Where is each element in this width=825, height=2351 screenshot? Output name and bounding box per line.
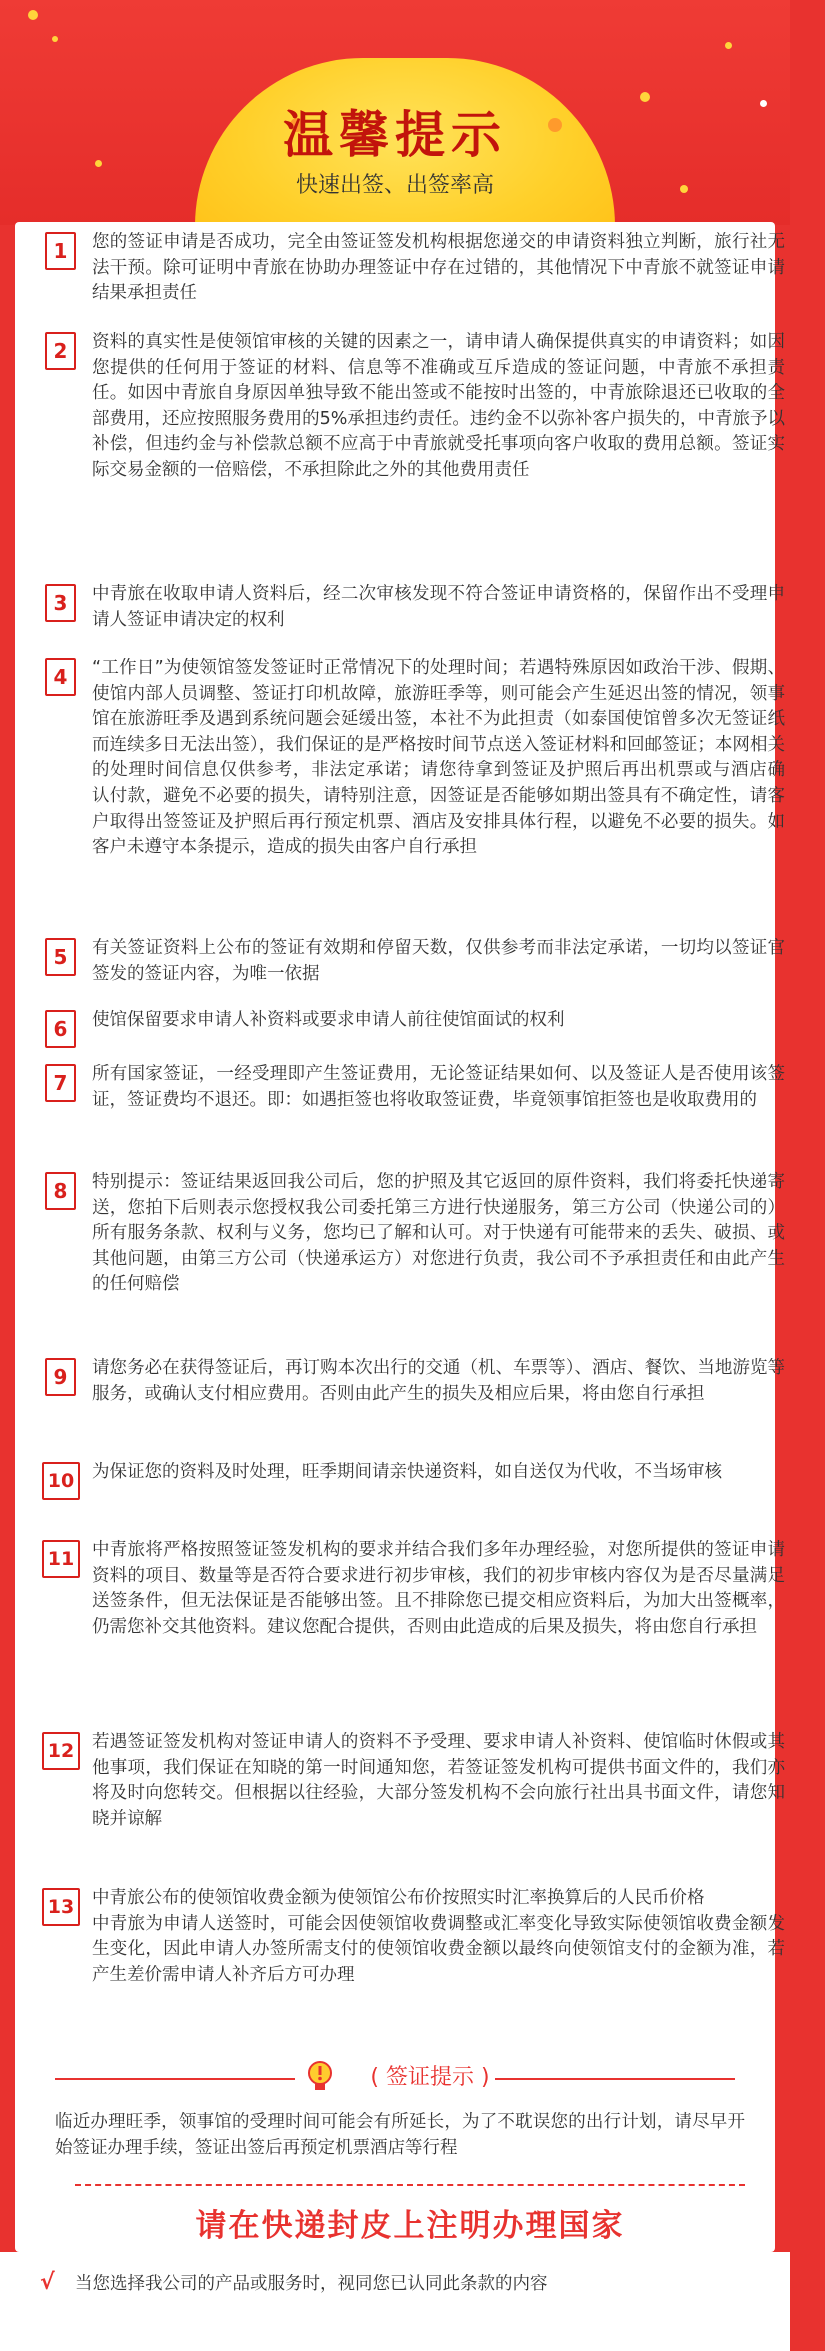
item-number-badge: 11 [42,1540,80,1578]
item-text: 有关签证资料上公布的签证有效期和停留天数，仅供参考而非法定承诺，一切均以签证官签发的签证内容，为唯一依据 [92,938,785,984]
notice-item-10 [37,1460,777,1520]
notice-item-9 [37,1356,785,1441]
hero-banner [0,0,790,225]
check-icon: √ [40,2270,55,2295]
item-text: 中青旅将严格按照签证签发机构的要求并结合我们多年办理经验，对您所提供的签证申请资料的项目、数量等是否符合要求进行初步审核，我们的初步审核内容仅为是否尽量满足送签条件，但无法保证是否能够出签。且不排除您已提交相应资料后，为加大出签概率，仍需您补交其他资料。建议您配合提供，否则由此造成的后果及损失，将由您自行承担 [92,1540,785,1637]
footer-area [0,2252,790,2351]
item-text: “工作日”为使领馆签发签证时正常情况下的处理时间；若遇特殊原因如政治干涉、假期、使馆内部人员调整、签证打印机故障，旅游旺季等，则可能会产生延迟出签的情况，领事馆在旅游旺季及遇到系统问题会延缓出签，本社不为此担责（如泰国使馆曾多次无签证纸而连续多日无法出签），我们保证的是严格按时间节点送入签证材料和回邮签证；本网相关的处理时间信息仅供参考，非法定承诺；请您待拿到签证及护照后再出机票或与酒店确 认付款，避免不必要的损失，请特别注意，因签证是否能够如期出签具有不确定性，请客户取得出签签证及护照后再行预定机票、酒店及安排具体行程，以避免不必要的损失。如客户未遵守本条提示，造成的损失由客户自行承担 [92,658,803,858]
item-number-badge: 10 [42,1462,80,1500]
item-text: 中青旅在收取申请人资料后，经二次审核发现不符合签证申请资格的，保留作出不受理申请人签证申请决定的权利 [92,584,785,630]
item-text: 所有国家签证，一经受理即产生签证费用，无论签证结果如何、以及签证人是否使用该签证，签证费均不退还。即：如遇拒签也将收取签证费，毕竟领事馆拒签也是收取费用的 [92,1064,785,1110]
item-text: 您的签证申请是否成功，完全由签证签发机构根据您递交的申请资料独立判断，旅行社无法干预。除可证明中青旅在协助办理签证中存在过错的，其他情况下中青旅不就签证申请结果承担责任 [92,232,785,304]
notice-item-1 [37,230,785,315]
item-number-badge: 13 [42,1888,80,1926]
decor-dot [52,36,58,42]
item-text: 使馆保留要求申请人补资料或要求申请人前往使馆面试的权利 [92,1010,565,1030]
item-number-badge: 7 [45,1064,76,1102]
item-text: 若遇签证签发机构对签证申请人的资料不予受理、要求申请人补资料、使馆临时休假或其他事项，我们保证在知晓的第一时间通知您，若签证签发机构可提供书面文件的，我们亦将及时向您转交。但根据以往经验，大部分签发机构不会向旅行社出具书面文件，请您知晓并谅解 [92,1732,785,1829]
page-title: 温馨提示 [283,106,507,164]
item-text: 中青旅公布的使领馆收费金额为使领馆公布价按照实时汇率换算后的人民币价格 中青旅为申请人送签时，可能会因使领馆收费调整或汇率变化导致实际使领馆收费金额发生变化，因此申请人办签所需支付的使领馆收费金额以最终向使领馆支付的金额为准，若产生差价需申请人补齐后方可办理 [92,1888,785,1985]
notice-item-12 [37,1730,785,1870]
notice-item-11 [37,1538,785,1708]
notice-item-6 [37,1008,777,1042]
item-number-badge: 4 [45,658,76,696]
notice-item-5 [37,936,785,996]
item-text: 为保证您的资料及时处理，旺季期间请亲快递资料，如自送仅为代收，不当场审核 [92,1462,722,1482]
item-number-badge: 5 [45,938,76,976]
item-text: 特别提示：签证结果返回我公司后，您的护照及其它返回的原件资料，我们将委托快递寄送，您拍下后则表示您授权我公司委托第三方进行快递服务，第三方公司（快递公司的）所有服务条款、权利与义务，您均已了解和认可。对于快递有可能带来的丢失、破损、或其他问题，由第三方公司（快递承运方）对您进行负责，我公司不予承担责任和由此产生的任何赔偿 [92,1172,785,1295]
decor-dot [28,10,38,20]
notice-item-13 [37,1886,785,2046]
shipping-notice-headline: 请在快递封皮上注明办理国家 [195,2208,625,2244]
dashed-divider [75,2184,745,2186]
page-subtitle: 快速出签、出签率高 [295,173,494,198]
notice-item-7 [37,1062,785,1122]
notice-item-2 [37,330,785,570]
item-number-badge: 2 [45,332,76,370]
visa-tip-text: 临近办理旺季，领事馆的受理时间可能会有所延长，为了不耽误您的出行计划，请尽早开始签证办理手续，签证出签后再预定机票酒店等行程 [55,2112,745,2158]
item-number-badge: 3 [45,584,76,622]
item-number-badge: 6 [45,1010,76,1048]
notice-item-3 [37,582,785,642]
item-text: 资料的真实性是使领馆审核的关键的因素之一，请申请人确保提供真实的申请资料；如因您提供的任何用于签证的材料、信息等不准确或互斥造成的签证问题，中青旅不承担责任。如因中青旅自身原因单独导致不能出签或不能按时出签的，中青旅除退还已收取的全部费用，还应按照服务费用的5%承担违约责任。违约金不以弥补客户损失的，中青旅予以补偿，但违约金与补偿款总额不应高于中青旅就受托事项向客户收取的费用总额。签证实际交易金额的一倍赔偿，不承担除此之外的其他费用责任 [92,332,785,480]
notice-item-4 [37,656,803,936]
item-number-badge: 9 [45,1358,76,1396]
item-number-badge: 12 [42,1732,80,1770]
notice-panel [15,222,803,2252]
item-text: 请您务必在获得签证后，再订购本次出行的交通（机、车票等）、酒店、餐饮、当地游览等服务，或确认支付相应费用。否则由此产生的损失及相应后果，将由您自行承担 [92,1358,785,1404]
agreement-text: 当您选择我公司的产品或服务时，视同您已认同此条款的内容 [75,2274,548,2294]
item-number-badge: 8 [45,1172,76,1210]
item-number-badge: 1 [45,232,76,270]
visa-tip-title: ( 签证提示 ) [370,2065,490,2090]
notice-item-8 [37,1170,785,1335]
decor-dot [725,42,732,49]
